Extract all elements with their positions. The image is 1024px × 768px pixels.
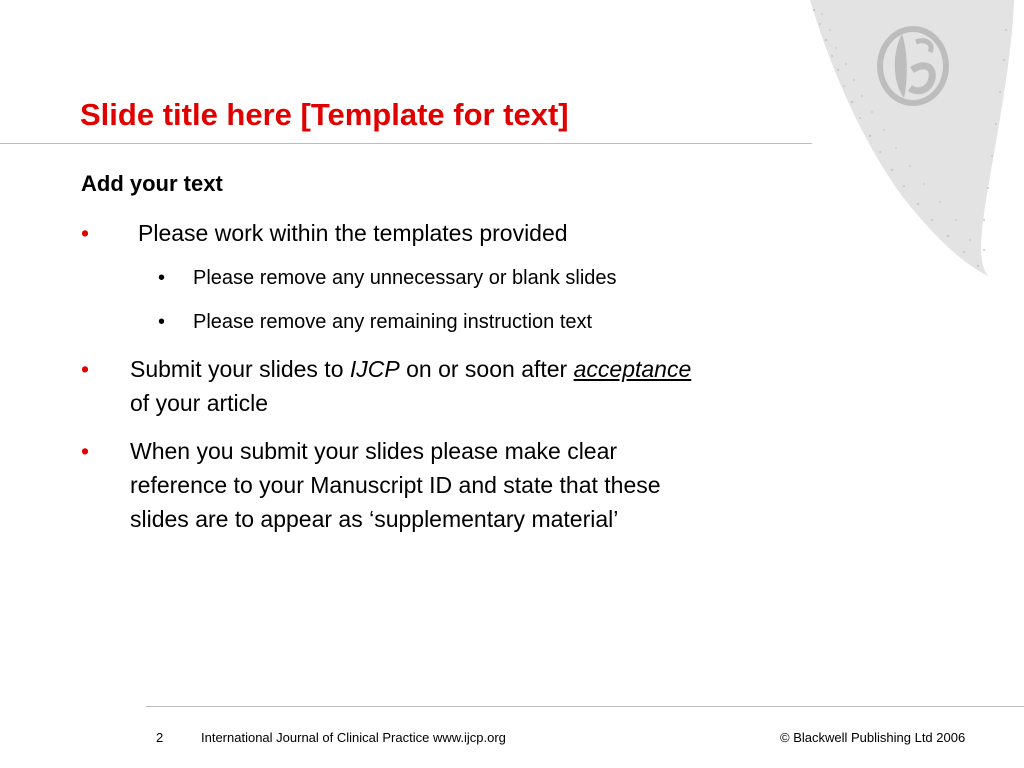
sub-bullet-text: Please remove any remaining instruction text — [193, 311, 593, 333]
sub-bullet-marker: • — [158, 267, 166, 289]
bullet-text: Please work within the templates provided — [138, 220, 568, 246]
bullet-marker: • — [81, 356, 90, 382]
footer-copyright: © Blackwell Publishing Ltd 2006 — [780, 730, 966, 745]
bullet-text-part: on or soon after — [399, 356, 574, 382]
journal-abbreviation: IJCP — [349, 356, 400, 382]
content-heading: Add your text — [81, 171, 223, 196]
bullet-item — [81, 216, 781, 250]
sub-bullet-item — [158, 265, 798, 291]
blackwell-logo-icon — [877, 26, 949, 106]
bullet-text-line: slides are to appear as ‘supplementary material’ — [130, 506, 619, 532]
bullet-text — [81, 352, 801, 386]
bullet-text-line: When you submit your slides please make clear — [130, 438, 618, 464]
sub-bullet-item — [158, 309, 798, 335]
sub-bullet-text: Please remove any unnecessary or blank slides — [193, 267, 617, 289]
bullet-item — [81, 434, 801, 536]
bullet-text-line: reference to your Manuscript ID and state that these — [130, 472, 661, 498]
acceptance-link[interactable]: acceptance — [573, 356, 692, 382]
title-divider — [0, 143, 812, 144]
bullet-marker: • — [81, 438, 90, 464]
slide-title: Slide title here [Template for text] — [80, 97, 569, 132]
bullet-text-part: Submit your slides to — [130, 356, 350, 382]
bullet-text-continuation: of your article — [130, 390, 269, 416]
page-number: 2 — [156, 730, 164, 745]
footer-journal: International Journal of Clinical Practice www.ijcp.org — [201, 730, 506, 745]
bullet-item — [81, 352, 801, 420]
footer-divider — [146, 706, 1024, 707]
sub-bullet-marker: • — [158, 311, 166, 333]
bullet-marker: • — [81, 220, 90, 246]
corner-decoration — [800, 0, 1024, 280]
